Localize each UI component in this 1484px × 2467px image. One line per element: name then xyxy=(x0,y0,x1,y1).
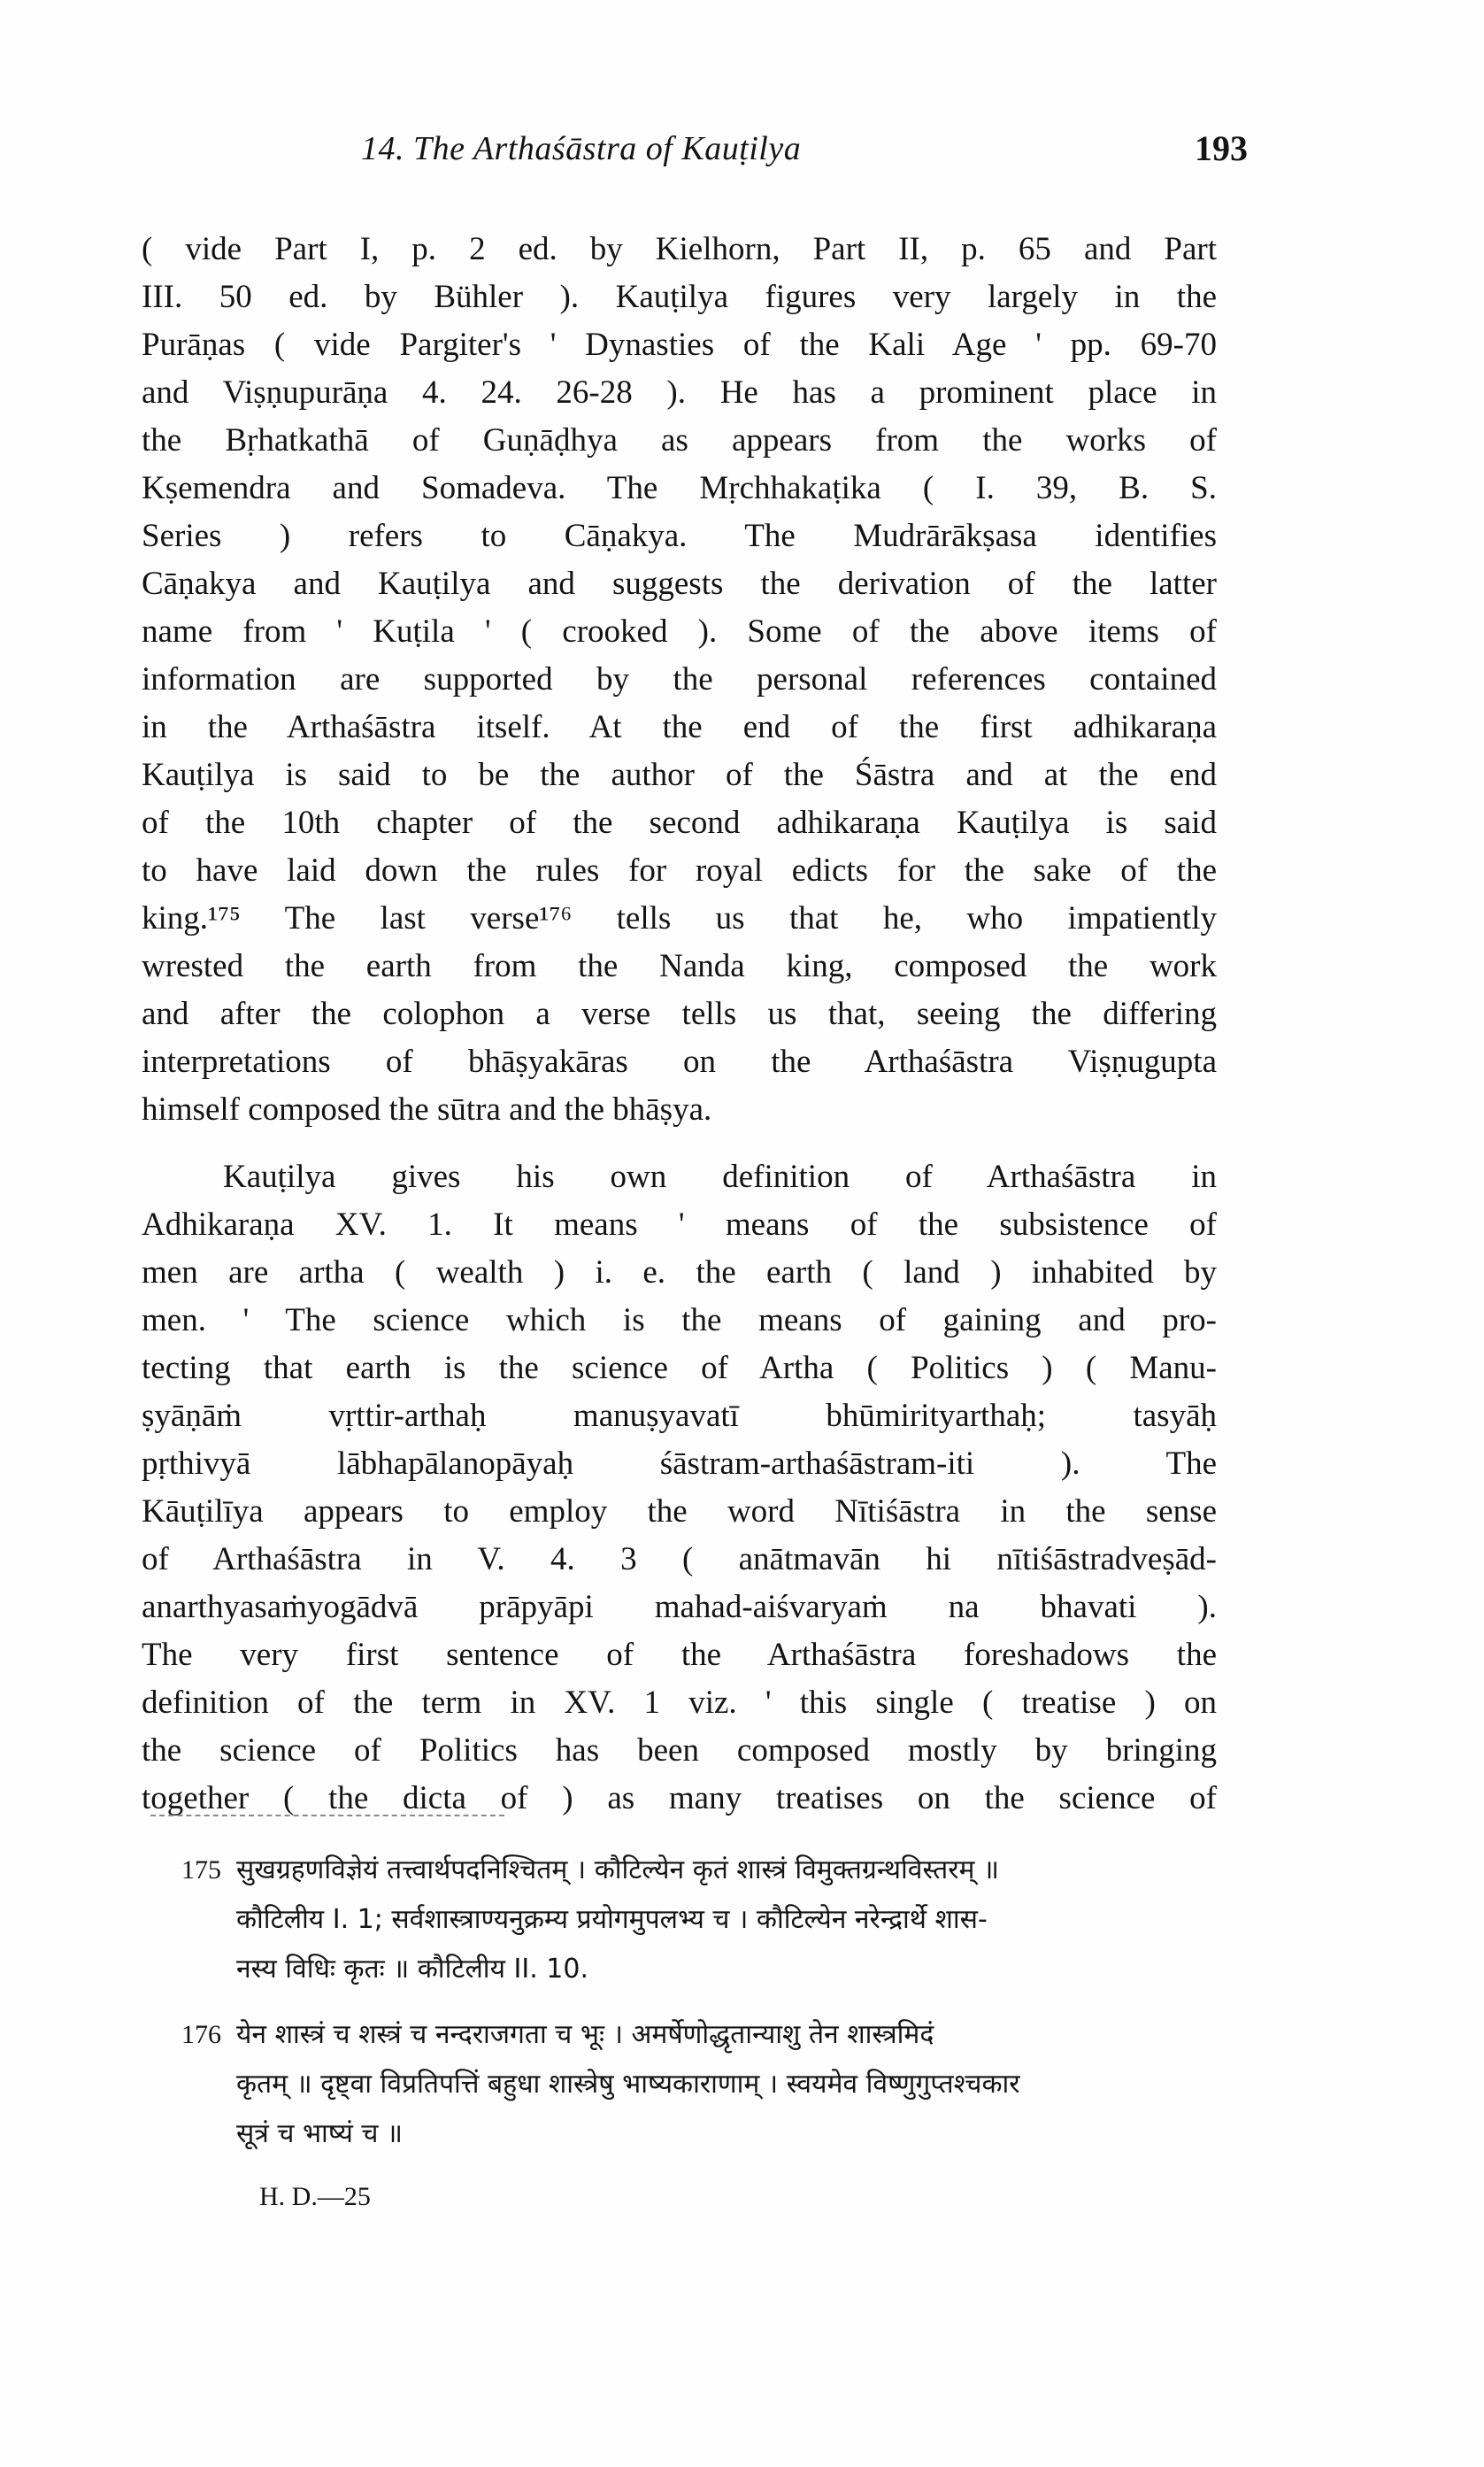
text-line: ṣyāṇāṁ vṛttir-arthaḥ manuṣyavatī bhūmirityarthaḥ; tasyāḥ xyxy=(142,1398,1217,1434)
text-line: III. 50 ed. by Bühler ). Kauṭilya figures very largely in the xyxy=(142,279,1217,315)
text-line: definition of the term in XV. 1 viz. ' this single ( treatise ) on xyxy=(142,1684,1217,1721)
page-number: 193 xyxy=(1195,128,1248,168)
text-line: of the 10th chapter of the second adhikaraṇa Kauṭilya is said xyxy=(142,805,1217,841)
text-line: Adhikaraṇa XV. 1. It means ' means of the subsistence of xyxy=(142,1207,1217,1243)
footnote-175 xyxy=(181,1846,1234,1994)
footnote-number: 175 xyxy=(181,1855,221,1885)
footnote-line: येन शास्त्रं च शस्त्रं च नन्दराजगता च भूः । अमर्षेणोद्धृतान्याशु तेन शास्त्रमिदं xyxy=(236,2019,934,2050)
text-line: himself composed the sūtra and the bhāṣya. xyxy=(142,1091,712,1128)
footnote-number: 176 xyxy=(181,2020,221,2049)
text-line: Kauṭilya is said to be the author of the Śāstra and at the end xyxy=(142,757,1217,793)
footnote-line: सुखग्रहणविज्ञेयं तत्त्वार्थपदनिश्चितम् । कौटिल्येन कृतं शास्त्रं विमुक्तग्रन्थविस्तरम् ॥ xyxy=(236,1854,999,1885)
text-line: of Arthaśāstra in V. 4. 3 ( anātmavān hi nītiśāstradveṣād- xyxy=(142,1541,1217,1577)
text-line: Kāuṭilīya appears to employ the word Nītiśāstra in the sense xyxy=(142,1493,1217,1530)
footnote-line: कृतम् ॥ दृष्ट्वा विप्रतिपत्तिं बहुधा शास्त्रेषु भाष्यकाराणाम् । स्वयमेव विष्णुगुप्तश्चकार xyxy=(236,2069,1020,2100)
text-line: anarthyasaṁyogādvā prāpyāpi mahad-aiśvaryaṁ na bhavati ). xyxy=(142,1589,1217,1625)
text-line: in the Arthaśāstra itself. At the end of the first adhikaraṇa xyxy=(142,709,1217,745)
text-line: information are supported by the personal references contained xyxy=(142,661,1217,698)
text-line: the science of Politics has been composed mostly by bringing xyxy=(142,1732,1217,1769)
text-line: Cāṇakya and Kauṭilya and suggests the derivation of the latter xyxy=(142,566,1217,602)
text-line: Purāṇas ( vide Pargiter's ' Dynasties of the Kali Age ' pp. 69-70 xyxy=(142,327,1217,363)
text-line: together ( the dicta of ) as many treatises on the science of xyxy=(142,1780,1217,1816)
footnotes xyxy=(181,1846,1234,2219)
text-line: Kṣemendra and Somadeva. The Mṛchhakaṭika ( I. 39, B. S. xyxy=(142,470,1217,506)
text-line: name from ' Kuṭila ' ( crooked ). Some of the above items of xyxy=(142,613,1217,650)
body-text xyxy=(142,226,1217,1823)
page-header xyxy=(142,124,1248,177)
running-head: 14. The Arthaśāstra of Kauṭilya xyxy=(361,130,802,167)
text-line: men. ' The science which is the means of gaining and pro- xyxy=(142,1302,1217,1338)
text-line: to have laid down the rules for royal edicts for the sake of the xyxy=(142,852,1217,889)
text-line: interpretations of bhāṣyakāras on the Arthaśāstra Viṣṇugupta xyxy=(142,1044,1217,1080)
paragraph-1 xyxy=(142,226,1217,1134)
text-line: king.¹⁷⁵ The last verse¹⁷⁶ tells us that he, who impatiently xyxy=(142,900,1217,937)
text-line: the Bṛhatkathā of Guṇāḍhya as appears from the works of xyxy=(142,422,1217,459)
text-line: ( vide Part I, p. 2 ed. by Kielhorn, Part II, p. 65 and Part xyxy=(142,231,1217,267)
footnote-rule xyxy=(150,1815,504,1816)
text-line: Series ) refers to Cāṇakya. The Mudrārākṣasa identifies xyxy=(142,518,1217,554)
paragraph-gap xyxy=(142,1134,1217,1153)
text-line: men are artha ( wealth ) i. e. the earth ( land ) inhabited by xyxy=(142,1254,1217,1291)
text-line: tecting that earth is the science of Artha ( Politics ) ( Manu- xyxy=(142,1350,1217,1386)
footnote-line: सूत्रं च भाष्यं च ॥ xyxy=(236,2118,403,2149)
footnote-line: नस्य विधिः कृतः ॥ कौटिलीय II. 10. xyxy=(236,1954,588,1985)
signature-mark: H. D.—25 xyxy=(259,2182,371,2211)
text-line: and after the colophon a verse tells us that, seeing the differing xyxy=(142,996,1217,1032)
text-line: and Viṣṇupurāṇa 4. 24. 26-28 ). He has a prominent place in xyxy=(142,374,1217,411)
footnote-line: कौटिलीय I. 1; सर्वशास्त्राण्यनुक्रम्य प्रयोगमुपलभ्य च । कौटिल्येन नरेन्द्रार्थे शास- xyxy=(236,1904,988,1935)
paragraph-2 xyxy=(142,1153,1217,1823)
text-line: Kauṭilya gives his own definition of Arthaśāstra in xyxy=(223,1159,1217,1195)
text-line: wrested the earth from the Nanda king, composed the work xyxy=(142,948,1217,984)
text-line: The very first sentence of the Arthaśāstra foreshadows the xyxy=(142,1637,1217,1673)
text-line: pṛthivyā lābhapālanopāyaḥ śāstram-arthaśāstram-iti ). The xyxy=(142,1446,1217,1482)
footnote-176 xyxy=(181,2010,1234,2159)
